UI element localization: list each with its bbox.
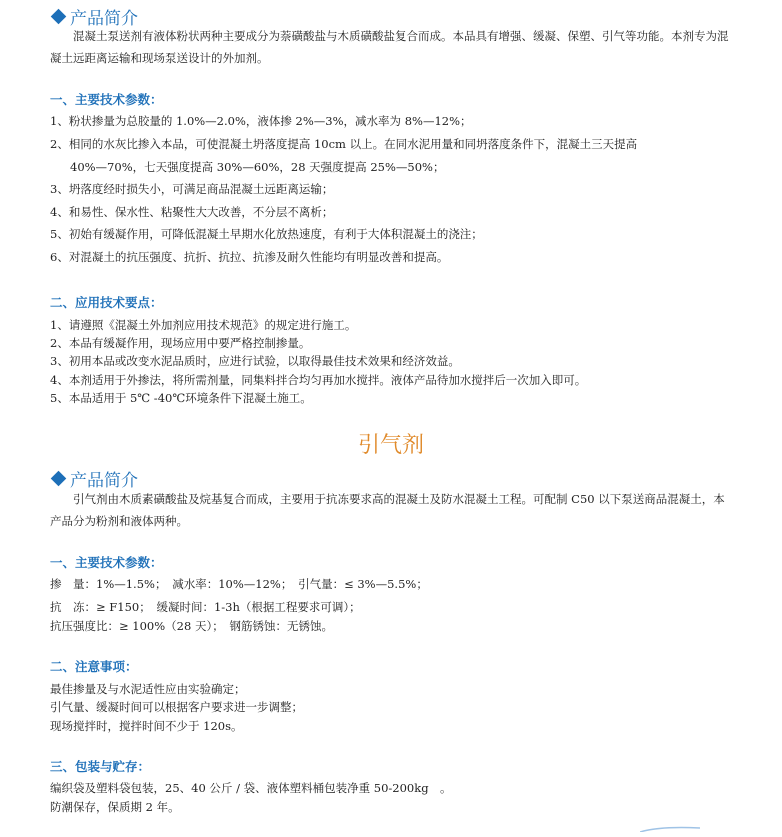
- list-item: 5、本品适用于 5℃ -40℃环境条件下混凝土施工。: [50, 391, 312, 405]
- list-item: 现场搅拌时，搅拌时间不少于 120s。: [50, 719, 243, 733]
- diamond-icon: [51, 471, 67, 487]
- list-item: 最佳掺量及与水泥适性应由实验确定；: [50, 682, 246, 696]
- list-item: 抗压强度比：≥ 100%（28 天）； 钢筋锈蚀：无锈蚀。: [50, 619, 333, 633]
- list-item: 4、和易性、保水性、粘聚性大大改善，不分层不离析；: [50, 205, 334, 219]
- list-item: 引气量、缓凝时间可以根据客户要求进一步调整；: [50, 700, 303, 714]
- packaging-heading: 三、包装与贮存：: [50, 759, 151, 774]
- list-item: 40%—70%，七天强度提高 30%—60%，28 天强度提高 25%—50%；: [70, 160, 445, 174]
- product-intro-heading: 产品简介: [50, 4, 138, 29]
- diamond-icon: [51, 9, 67, 25]
- list-item: 6、对混凝土的抗压强度、抗折、抗拉、抗渗及耐久性能均有明显改善和提高。: [50, 250, 449, 264]
- list-item: 1、粉状掺量为总胶量的 1.0%—2.0%，液体掺 2%—3%，减水率为 8%—12%；: [50, 114, 472, 128]
- product-intro-text-2: 引气剂由木质素磺酸盐及烷基复合而成，主要用于抗冻要求高的混凝土及防水混凝土工程。可配制 C50 以下泵送商品混凝土，本产品分为粉剂和液体两种。: [50, 492, 725, 528]
- list-item: 3、初用本品或改变水泥品质时，应进行试验，以取得最佳技术效果和经济效益。: [50, 354, 460, 368]
- application-heading: 二、应用技术要点：: [50, 295, 163, 310]
- list-item: 3、坍落度经时损失小，可满足商品混凝土远距离运输；: [50, 182, 334, 196]
- tech-params-heading: 一、主要技术参数：: [50, 92, 163, 107]
- list-item: 抗 冻：≥ F150； 缓凝时间：1-3h（根据工程要求可调）；: [50, 600, 361, 614]
- decorative-swoosh-icon: [640, 826, 700, 832]
- notes-heading: 二、注意事项：: [50, 659, 138, 674]
- list-item: 2、相同的水灰比掺入本品，可使混凝土坍落度提高 10cm 以上。在同水泥用量和同坍落度条件下，混凝土三天提高: [50, 137, 638, 151]
- product-intro-text: 混凝土泵送剂有液体粉状两种主要成分为萘磺酸盐与木质磺酸盐复合而成。本品具有增强、缓凝、保塑、引气等功能。本剂专为混凝土远距离运输和现场泵送设计的外加剂。: [50, 29, 729, 65]
- list-item: 1、请遵照《混凝土外加剂应用技术规范》的规定进行施工。: [50, 318, 357, 332]
- list-item: 防潮保存，保质期 2 年。: [50, 800, 180, 814]
- list-item: 5、初始有缓凝作用，可降低混凝土早期水化放热速度，有利于大体积混凝土的浇注；: [50, 227, 483, 241]
- list-item: 掺 量：1%—1.5%； 减水率：10%—12%； 引气量：≤ 3%—5.5%；: [50, 577, 428, 591]
- list-item: 2、本品有缓凝作用，现场应用中要严格控制掺量。: [50, 336, 311, 350]
- air-entraining-title: 引气剂: [357, 433, 424, 458]
- product-intro-heading-2: 产品简介: [50, 466, 138, 491]
- tech-params-heading-2: 一、主要技术参数：: [50, 555, 163, 570]
- list-item: 4、本剂适用于外掺法，将所需剂量，同集料拌合均匀再加水搅拌。液体产品待加水搅拌后一次加入即可。: [50, 373, 587, 387]
- list-item: 编织袋及塑料袋包装，25、40 公斤 / 袋、液体塑料桶包装净重 50-200kg 。: [50, 781, 452, 795]
